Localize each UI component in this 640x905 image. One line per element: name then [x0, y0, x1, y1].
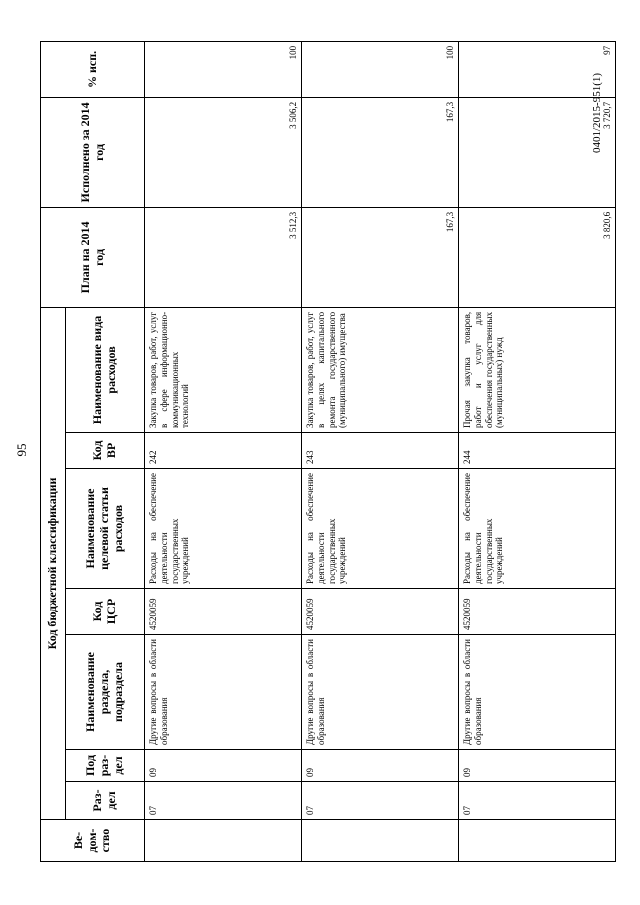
cell-razdel-name: Другие вопросы в области образования [145, 635, 302, 750]
col-header-pct: % исп. [41, 41, 145, 97]
cell-csr: 4520059 [145, 589, 302, 635]
col-header-vedomstvo: Ве- дом- ство [41, 820, 145, 862]
col-header-vr: Код ВР [66, 433, 145, 469]
table-row [145, 41, 302, 861]
cell-vr: 243 [302, 433, 459, 469]
cell-vedomstvo [145, 820, 302, 862]
col-header-csr: Код ЦСР [66, 589, 145, 635]
page-number: 95 [14, 443, 29, 457]
cell-plan: 167,3 [302, 207, 459, 307]
cell-csr: 4520059 [302, 589, 459, 635]
cell-done: 3 506,2 [145, 97, 302, 207]
cell-vr: 244 [459, 433, 616, 469]
cell-razdel: 07 [459, 782, 616, 820]
cell-vr: 242 [145, 433, 302, 469]
cell-vedomstvo [302, 820, 459, 862]
table-container [40, 42, 612, 862]
document-code: 0401/2015-951(1) [591, 72, 603, 154]
col-header-razdel-name: Наименование раздела, подраздела [66, 635, 145, 750]
col-header-done: Исполнено за 2014 год [41, 97, 145, 207]
cell-razdel: 07 [145, 782, 302, 820]
col-header-plan: План на 2014 год [41, 207, 145, 307]
cell-podrazdel: 09 [145, 750, 302, 782]
cell-done: 3 720,7 [459, 97, 616, 207]
cell-vedomstvo [459, 820, 616, 862]
cell-podrazdel: 09 [459, 750, 616, 782]
cell-vr-name: Закупка товаров, работ, услуг в сфере информационно-коммуникационных технологий [145, 307, 302, 432]
cell-podrazdel: 09 [302, 750, 459, 782]
col-header-csr-name: Наименование целевой статьи расходов [66, 469, 145, 589]
cell-done: 167,3 [302, 97, 459, 207]
col-header-vr-name: Наименование вида расходов [66, 307, 145, 432]
cell-pct: 100 [302, 41, 459, 97]
cell-razdel-name: Другие вопросы в области образования [302, 635, 459, 750]
cell-csr-name: Расходы на обеспечение деятельности государственных учреждений [459, 469, 616, 589]
budget-table [40, 41, 616, 862]
cell-csr-name: Расходы на обеспечение деятельности государственных учреждений [302, 469, 459, 589]
cell-razdel-name: Другие вопросы в области образования [459, 635, 616, 750]
cell-plan: 3 512,3 [145, 207, 302, 307]
cell-vr-name: Закупка товаров, работ, услуг в целях капитального ремонта государственного (муниципального) имущества [302, 307, 459, 432]
col-header-razdel: Раз- дел [66, 782, 145, 820]
col-header-podrazdel: Под раз- дел [66, 750, 145, 782]
table-row [302, 41, 459, 861]
cell-csr-name: Расходы на обеспечение деятельности государственных учреждений [145, 469, 302, 589]
cell-pct: 100 [145, 41, 302, 97]
table-row [459, 41, 616, 861]
header-group-classification: Код бюджетной классификации [41, 307, 66, 819]
cell-pct: 97 [459, 41, 616, 97]
cell-vr-name: Прочая закупка товаров, работ и услуг для обеспечения государственных (муниципальных) нужд [459, 307, 616, 432]
cell-csr: 4520059 [459, 589, 616, 635]
cell-plan: 3 820,6 [459, 207, 616, 307]
cell-razdel: 07 [302, 782, 459, 820]
